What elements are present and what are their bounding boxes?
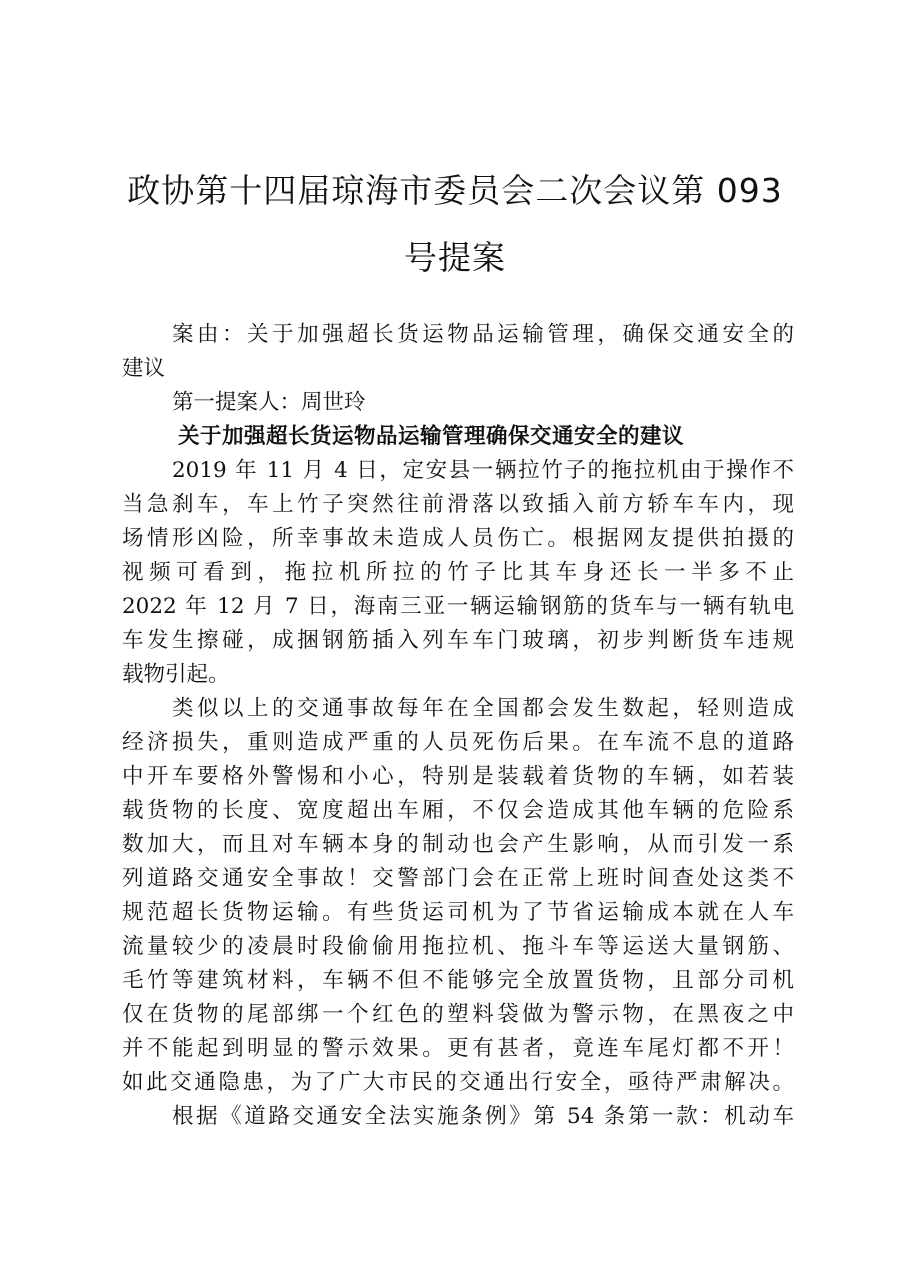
paragraph-2-line: 列道路交通安全事故！交警部门会在正常上班时间查处这类不 (122, 866, 794, 891)
document-title-line-2: 号提案 (404, 238, 506, 277)
proposer-line: 第一提案人：周世玲 (172, 390, 366, 415)
paragraph-2-line: 载货物的长度、宽度超出车厢，不仅会造成其他车辆的危险系 (122, 798, 794, 823)
paragraph-2-line: 经济损失，重则造成严重的人员死伤后果。在车流不息的道路 (122, 730, 794, 755)
paragraph-2-line: 流量较少的凌晨时段偷偷用拖拉机、拖斗车等运送大量钢筋、 (122, 934, 794, 959)
paragraph-2-line: 毛竹等建筑材料，车辆不但不能够完全放置货物，且部分司机 (122, 968, 794, 993)
document-title-line-1: 政协第十四届琼海市委员会二次会议第 093 (127, 171, 783, 210)
paragraph-1-line: 2022 年 12 月 7 日，海南三亚一辆运输钢筋的货车与一辆有轨电 (122, 594, 794, 619)
paragraph-1-line: 视频可看到，拖拉机所拉的竹子比其车身还长一半多不止 (122, 560, 794, 585)
paragraph-2-line: 规范超长货物运输。有些货运司机为了节省运输成本就在人车 (122, 900, 794, 925)
paragraph-1-line: 2019 年 11 月 4 日，定安县一辆拉竹子的拖拉机由于操作不 (172, 458, 794, 483)
paragraph-1-line: 场情形凶险，所幸事故未造成人员伤亡。根据网友提供拍摄的 (122, 526, 794, 551)
paragraph-2-line: 如此交通隐患，为了广大市民的交通出行安全，亟待严肃解决。 (122, 1070, 794, 1095)
paragraph-1-line: 车发生擦碰，成捆钢筋插入列车车门玻璃，初步判断货车违规 (122, 628, 794, 653)
document-body (122, 318, 794, 1129)
paragraph-1-line: 载物引起。 (122, 662, 230, 687)
proposal-subtitle: 关于加强超长货运物品运输管理确保交通安全的建议 (178, 424, 685, 449)
paragraph-2-line: 并不能起到明显的警示效果。更有甚者，竟连车尾灯都不开！ (122, 1036, 794, 1061)
cause-line-1: 案由：关于加强超长货运物品运输管理，确保交通安全的 (172, 322, 794, 347)
paragraph-2-line: 类似以上的交通事故每年在全国都会发生数起，轻则造成 (172, 696, 794, 721)
cause-line-2: 建议 (122, 356, 166, 381)
paragraph-3-line: 根据《道路交通安全法实施条例》第 54 条第一款：机动车 (172, 1104, 794, 1129)
paragraph-1-line: 当急刹车，车上竹子突然往前滑落以致插入前方轿车车内，现 (122, 492, 794, 517)
paragraph-2-line: 中开车要格外警惕和小心，特别是装载着货物的车辆，如若装 (122, 764, 794, 789)
paragraph-2-line: 仅在货物的尾部绑一个红色的塑料袋做为警示物，在黑夜之中 (122, 1002, 794, 1027)
paragraph-2-line: 数加大，而且对车辆本身的制动也会产生影响，从而引发一系 (122, 832, 794, 857)
